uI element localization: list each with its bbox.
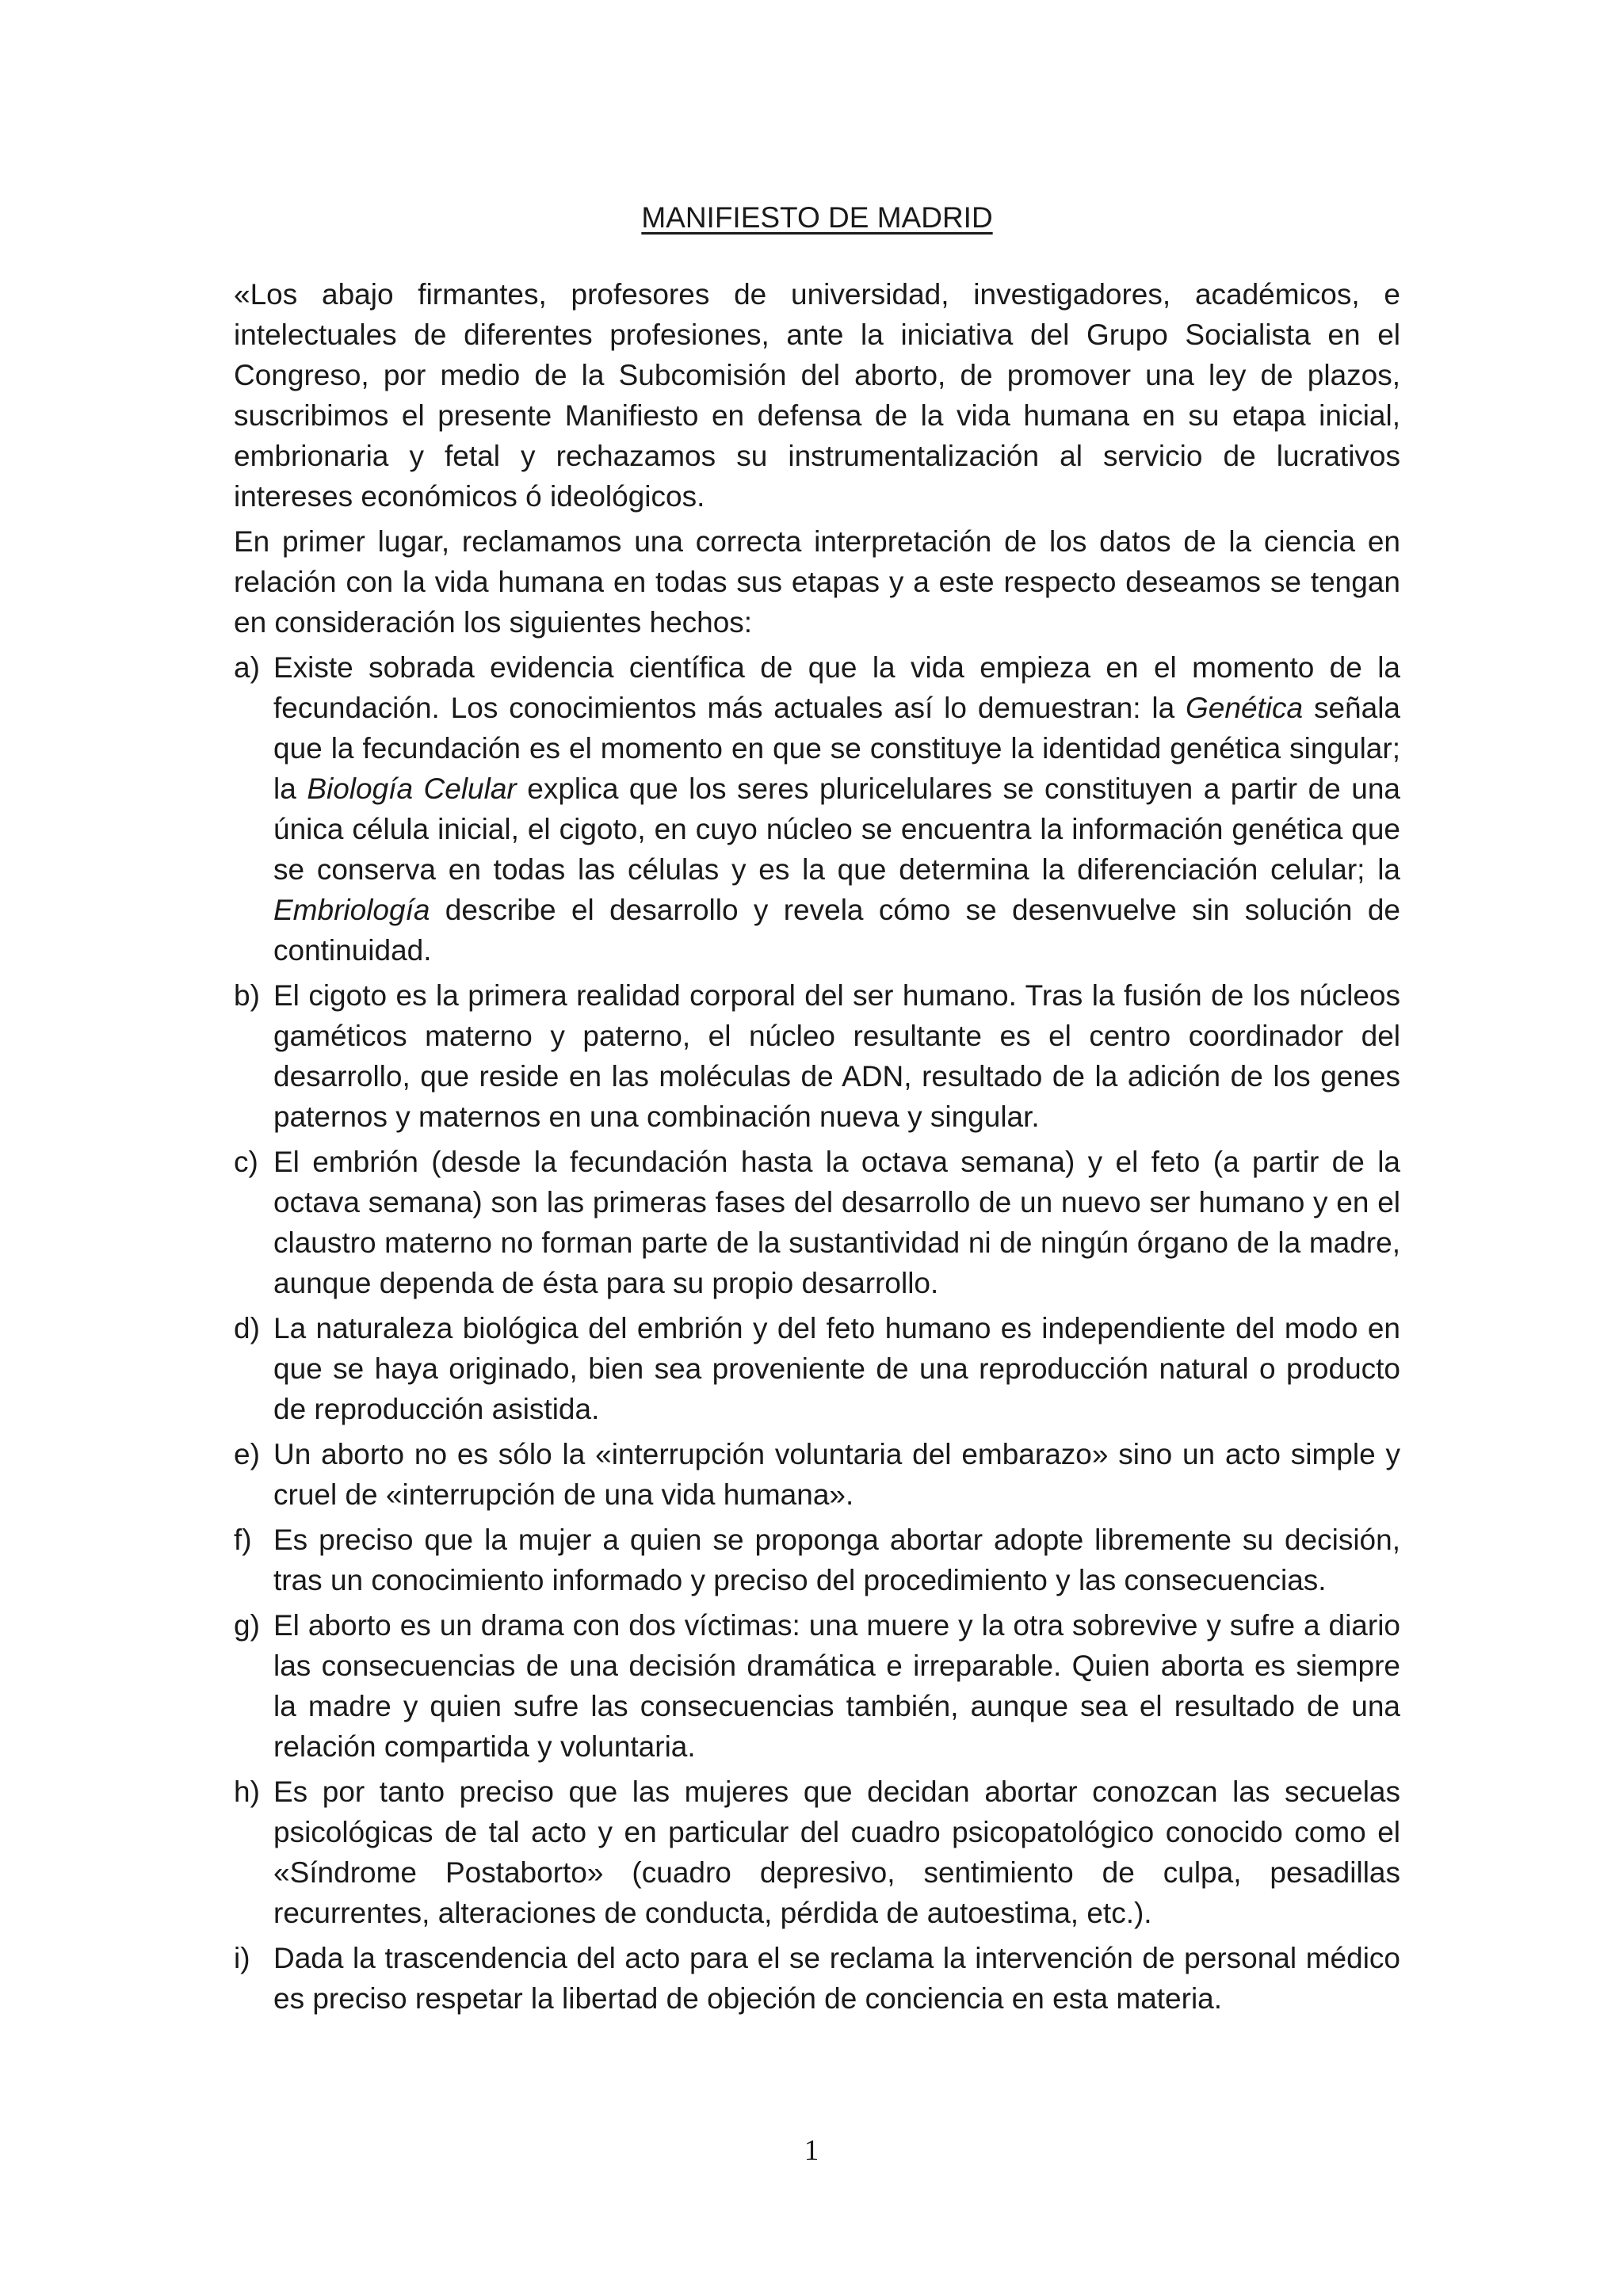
item-emphasis-genetica: Genética	[1186, 692, 1304, 724]
list-item-h	[234, 1772, 1400, 1933]
list-marker: a)	[234, 651, 260, 684]
list-marker: b)	[234, 979, 260, 1012]
item-emphasis-biologia: Biología Celular	[307, 772, 517, 805]
list-item-c	[234, 1142, 1400, 1303]
list-item-d	[234, 1308, 1400, 1429]
document-title: MANIFIESTO DE MADRID	[641, 201, 993, 234]
list-marker: f)	[234, 1524, 252, 1556]
list-marker: e)	[234, 1438, 260, 1470]
item-text: El embrión (desde la fecundación hasta la octava semana) y el feto (a partir de la octava semana) son las primeras fases del desarrollo de un nuevo ser humano y en el claustro materno no forman parte de la sustantividad ni de ningún órgano de la madre, aunque dependa de ésta para su propio desarrollo.	[273, 1146, 1400, 1299]
item-text: señala que la fecundación es el momento en que se constituye la identidad genética singular; la	[273, 692, 1400, 805]
item-text: explica que los seres pluricelulares se constituyen a partir de una única célula inicial, el cigoto, en cuyo núcleo se encuentra la información genética que se conserva en todas las células y es la que determina la diferenciación celular; la	[273, 772, 1400, 886]
item-text: describe el desarrollo y revela cómo se desenvuelve sin solución de continuidad.	[273, 894, 1400, 967]
list-item-g	[234, 1605, 1400, 1767]
item-text: Es por tanto preciso que las mujeres que decidan abortar conozcan las secuelas psicológicas de tal acto y en particular del cuadro psicopatológico conocido como el «Síndrome Postaborto» (cuadro depresivo, sentimiento de culpa, pesadillas recurrentes, alteraciones de conducta, pérdida de autoestima, etc.).	[273, 1775, 1400, 1929]
facts-list	[234, 647, 1400, 2019]
list-marker: i)	[234, 1942, 250, 1974]
list-marker: g)	[234, 1609, 260, 1642]
page-number: 1	[804, 2134, 819, 2167]
list-item-e	[234, 1434, 1400, 1515]
item-text: El cigoto es la primera realidad corporal del ser humano. Tras la fusión de los núcleos gaméticos materno y paterno, el núcleo resultante es el centro coordinador del desarrollo, que reside en las moléculas de ADN, resultado de la adición de los genes paternos y maternos en una combinación nueva y singular.	[273, 979, 1400, 1133]
item-text: Existe sobrada evidencia científica de que la vida empieza en el momento de la fecundación. Los conocimientos más actuales así lo demuestran: la	[273, 651, 1400, 724]
list-item-a	[234, 647, 1400, 971]
item-text: Es preciso que la mujer a quien se proponga abortar adopte libremente su decisión, tras un conocimiento informado y preciso del procedimiento y las consecuencias.	[273, 1524, 1400, 1596]
item-emphasis-embriologia: Embriología	[273, 894, 430, 926]
list-marker: d)	[234, 1312, 260, 1344]
item-text: El aborto es un drama con dos víctimas: una muere y la otra sobrevive y sufre a diario las consecuencias de una decisión dramática e irreparable. Quien aborta es siempre la madre y quien sufre las consecuencias también, aunque sea el resultado de una relación compartida y voluntaria.	[273, 1609, 1400, 1763]
item-text: La naturaleza biológica del embrión y del feto humano es independiente del modo en que se haya originado, bien sea proveniente de una reproducción natural o producto de reproducción asistida.	[273, 1312, 1400, 1425]
lead-paragraph: En primer lugar, reclamamos una correcta interpretación de los datos de la ciencia en relación con la vida humana en todas sus etapas y a este respecto deseamos se tengan en consideración los siguientes hechos:	[234, 525, 1400, 639]
item-text: Dada la trascendencia del acto para el se reclama la intervención de personal médico es preciso respetar la libertad de objeción de conciencia en esta materia.	[273, 1942, 1400, 2015]
document-page	[234, 198, 1400, 2023]
list-marker: h)	[234, 1775, 260, 1808]
list-item-f	[234, 1520, 1400, 1600]
list-item-b	[234, 975, 1400, 1137]
intro-paragraph: «Los abajo firmantes, profesores de universidad, investigadores, académicos, e intelectuales de diferentes profesiones, ante la iniciativa del Grupo Socialista en el Congreso, por medio de la Subcomisión del aborto, de promover una ley de plazos, suscribimos el presente Manifiesto en defensa de la vida humana en su etapa inicial, embrionaria y fetal y rechazamos su instrumentalización al servicio de lucrativos intereses económicos ó ideológicos.	[234, 278, 1400, 513]
list-item-i	[234, 1938, 1400, 2019]
item-text: Un aborto no es sólo la «interrupción voluntaria del embarazo» sino un acto simple y cruel de «interrupción de una vida humana».	[273, 1438, 1400, 1511]
list-marker: c)	[234, 1146, 258, 1178]
